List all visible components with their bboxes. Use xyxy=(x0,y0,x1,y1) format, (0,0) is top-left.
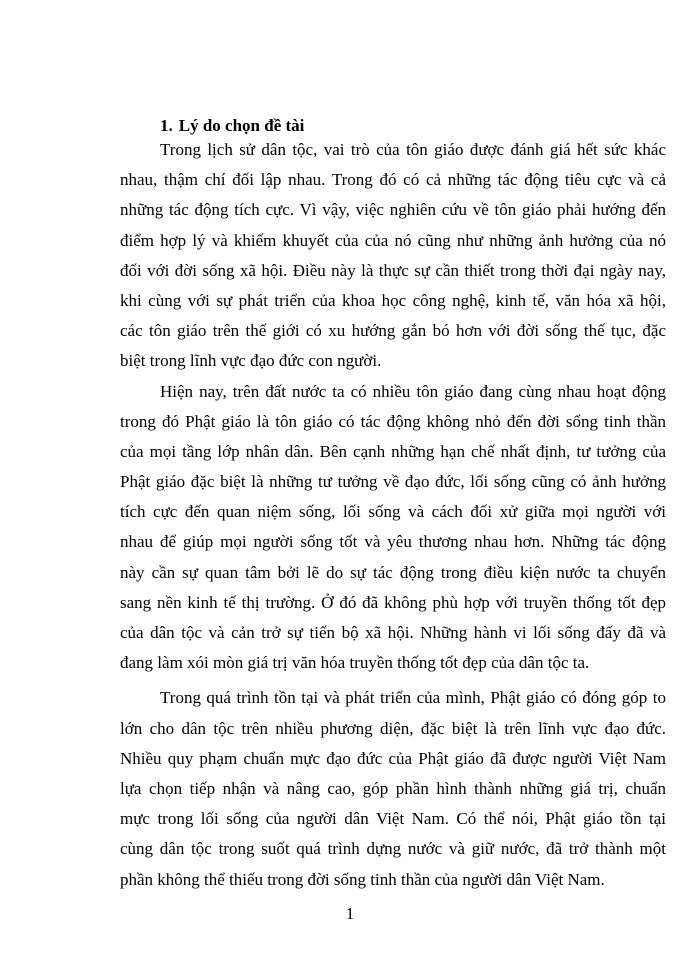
text-line: Phật giáo đặc biệt là những tư tưởng về đạo đức, lối sống cũng có ảnh hưởng xyxy=(120,472,666,492)
text-line: lớn cho dân tộc trên nhiều phương diện, đặc biệt là trên lĩnh vực đạo đức. xyxy=(120,718,666,738)
text-line: phần không thể thiếu trong đời sống tinh thần của người dân Việt Nam. xyxy=(120,869,605,889)
section-heading xyxy=(160,116,304,136)
text-line: Nhiều quy phạm chuẩn mực đạo đức của Phật giáo đã được người Việt Nam xyxy=(120,748,666,768)
text-line: mực trong lối sống của người dân Việt Nam. Có thể nói, Phật giáo tồn tại xyxy=(120,809,666,829)
text-line: những tác động tích cực. Vì vậy, việc nghiên cứu về tôn giáo phải hướng đến xyxy=(120,200,666,220)
paragraph-2 xyxy=(0,377,700,679)
text-line: Hiện nay, trên đất nước ta có nhiều tôn giáo đang cùng nhau hoạt động xyxy=(160,381,666,401)
text-line: Trong lịch sử dân tộc, vai trò của tôn giáo được đánh giá hết sức khác xyxy=(160,140,666,159)
text-line: cùng dân tộc trong suốt quá trình dựng nước và giữ nước, đã trở thành một xyxy=(120,839,666,859)
text-line: của mọi tầng lớp nhân dân. Bên cạnh những hạn chế nhất định, tư tưởng của xyxy=(120,441,666,461)
text-line: đang làm xói mòn giá trị văn hóa truyền thống tốt đẹp của dân tộc ta. xyxy=(120,653,590,673)
paragraph-1 xyxy=(0,135,700,377)
section-number: 1. xyxy=(160,116,173,135)
body-text xyxy=(0,135,700,895)
section-title: Lý do chọn đề tài xyxy=(178,116,305,135)
text-line: khi cùng với sự phát triển của khoa học công nghệ, kinh tế, văn hóa xã hội, xyxy=(120,290,666,310)
text-line: tích cực đến quan niệm sống, lối sống và cách đối xử giữa mọi người với xyxy=(120,502,666,522)
text-line: nhau, thậm chí đối lập nhau. Trong đó có cả những tác động tiêu cực và cả xyxy=(120,170,666,190)
text-line: nhau để giúp mọi người sống tốt và yêu thương nhau hơn. Những tác động xyxy=(120,532,666,552)
text-line: của dân tộc và cản trở sự tiến bộ xã hội. Những hành vi lối sống đấy đã và xyxy=(120,623,666,642)
text-line: này cần sự quan tâm bởi lẽ do sự tác động trong điều kiện nước ta chuyển xyxy=(120,562,666,582)
text-line: trong đó Phật giáo là tôn giáo có tác động không nhỏ đến đời sống tinh thần xyxy=(120,411,666,431)
text-line: các tôn giáo trên thế giới có xu hướng gắn bó hơn với đời sống thế tục, đặc xyxy=(120,321,666,341)
text-line: điểm hợp lý và khiếm khuyết của của nó cũng như những ảnh hưởng của nó xyxy=(120,230,666,250)
text-line: lựa chọn tiếp nhận và nâng cao, góp phần hình thành những giá trị, chuẩn xyxy=(120,778,666,798)
page-number: 1 xyxy=(345,904,355,923)
text-line: Trong quá trình tồn tại và phát triển của mình, Phật giáo có đóng góp to xyxy=(160,688,666,708)
paragraph-3 xyxy=(0,683,700,894)
text-line: biệt trong lĩnh vực đạo đức con người. xyxy=(120,351,382,371)
text-line: sang nền kinh tế thị trường. Ở đó đã không phù hợp với truyền thống tốt đẹp xyxy=(120,592,666,612)
text-line: đối với đời sống xã hội. Điều này là thực sự cần thiết trong thời đại ngày nay, xyxy=(120,260,666,280)
